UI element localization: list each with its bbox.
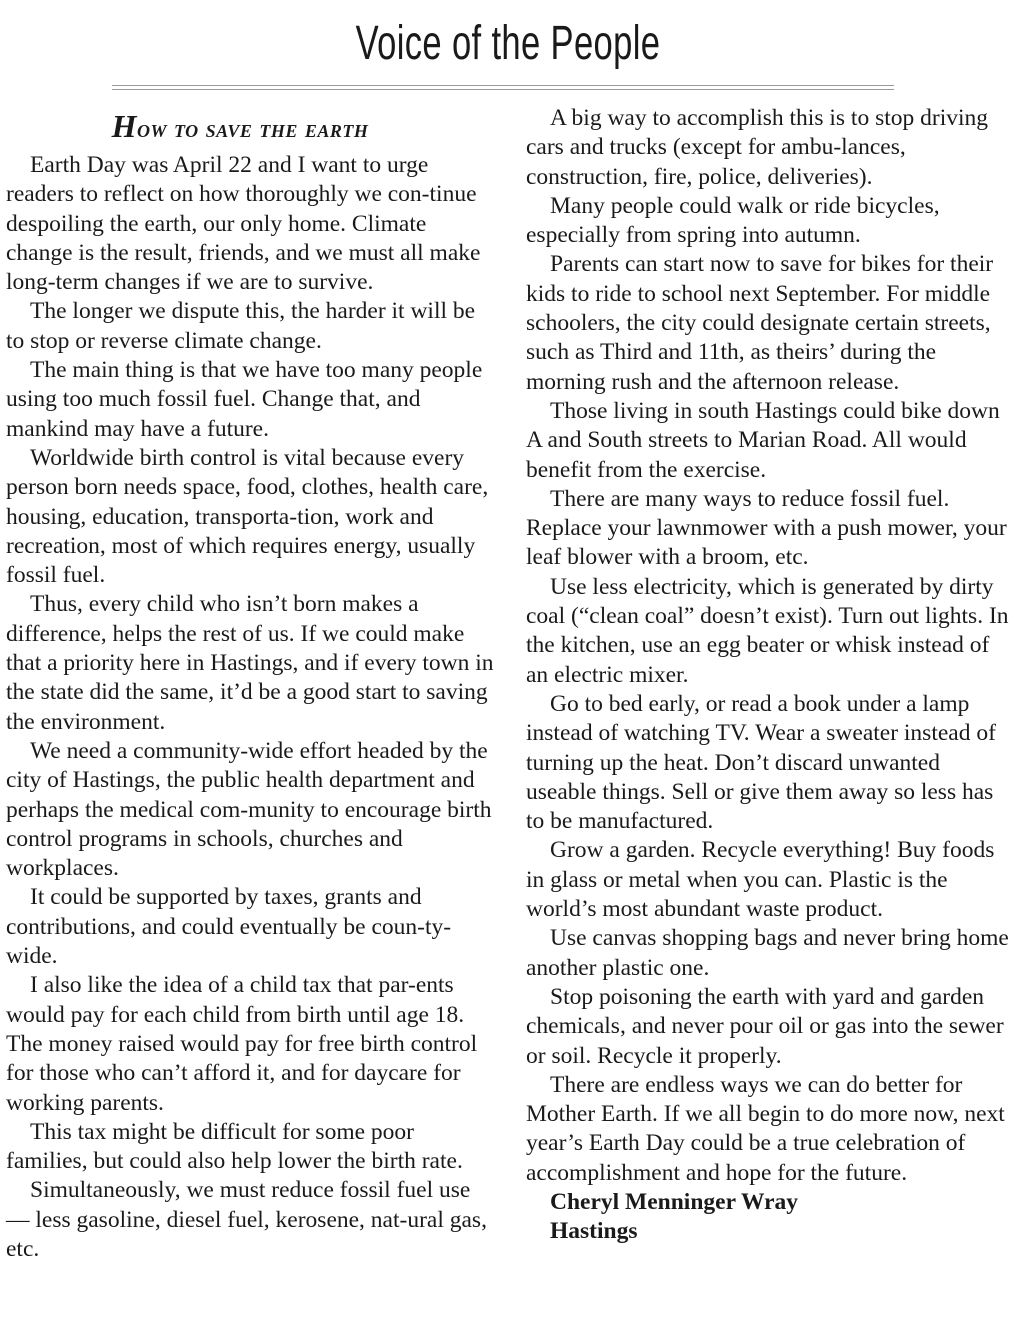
paragraph: A big way to accomplish this is to stop driving cars and trucks (except for ambu-lances, construction, fire, police, deliveries). — [526, 105, 988, 190]
paragraph: It could be supported by taxes, grants and contributions, and could eventually be coun-ty-wide. — [6, 884, 452, 970]
paragraph: The longer we dispute this, the harder it will be to stop or reverse climate change. — [6, 298, 476, 354]
paragraph: Those living in south Hastings could bike down A and South streets to Marian Road. All would benefit from the exercise. — [526, 397, 1000, 483]
paragraph: Worldwide birth control is vital because every person born needs space, food, clothes, health care, housing, education, transporta-tion, work and recreation, most of which requires energy, usually fossil fuel. — [6, 444, 489, 589]
paragraph: Use less electricity, which is generated by dirty coal (“clean coal” doesn’t exist). Turn out lights. In the kitchen, use an egg beater or whisk instead of an electric mixer. — [526, 573, 1009, 688]
paragraph: We need a community-wide effort headed by the city of Hastings, the public health department and perhaps the medical com-munity to encourage birth control programs in schools, churches and workplaces. — [6, 737, 492, 882]
paragraph: There are endless ways we can do better for Mother Earth. If we all begin to do more now, next year’s Earth Day could be a true celebration of accomplishment and hope for the future. — [526, 1071, 1005, 1186]
author-location: Hastings — [550, 1218, 638, 1245]
paragraph: Use canvas shopping bags and never bring home another plastic one. — [526, 925, 1009, 981]
paragraph: Thus, every child who isn’t born makes a difference, helps the rest of us. If we could make that a priority here in Hastings, and if every town in the state did the same, it’d be a good start to saving the environment. — [6, 591, 494, 735]
paragraph: Simultaneously, we must reduce fossil fuel use — less gasoline, diesel fuel, kerosene, nat-ural gas, etc. — [6, 1177, 487, 1262]
letter-column-left — [6, 104, 496, 1264]
paragraph: There are many ways to reduce fossil fuel. Replace your lawnmower with a push mower, your leaf blower with a broom, etc. — [526, 485, 1007, 571]
headline-initial: H — [111, 108, 137, 144]
paragraph: Stop poisoning the earth with yard and garden chemicals, and never pour oil or gas into the sewer or soil. Recycle it properly. — [526, 983, 1004, 1069]
letter-headline — [6, 104, 496, 151]
letter-column-right — [526, 104, 1014, 1247]
masthead-title: Voice of the People — [355, 17, 661, 70]
masthead-rule-bottom — [112, 89, 894, 90]
author-name: Cheryl Menninger Wray — [550, 1188, 799, 1215]
paragraph: Earth Day was April 22 and I want to urge readers to reflect on how thoroughly we con-tinue despoiling the earth, our only home. Climate change is the result, friends, and we must all make long-term changes if we are to survive. — [6, 152, 481, 296]
paragraph: Many people could walk or ride bicycles, especially from spring into autumn. — [526, 192, 940, 249]
masthead-rule-top — [112, 85, 894, 86]
paragraph: Parents can start now to save for bikes for their kids to ride to school next September. For middle schoolers, the city could designate certain streets, such as Third and 11th, as theirs’ during the morning rush and the afternoon release. — [526, 251, 994, 395]
paragraph: This tax might be difficult for some poor families, but could also help lower the birth rate. — [6, 1118, 463, 1175]
paragraph: Grow a garden. Recycle everything! Buy foods in glass or metal when you can. Plastic is the world’s most abundant waste product. — [526, 837, 995, 923]
headline-rest: ow to save the earth — [137, 114, 369, 143]
paragraph: Go to bed early, or read a book under a lamp instead of watching TV. Wear a sweater instead of turning up the heat. Don’t discard unwanted useable things. Sell or give them away so less has to be manufactured. — [526, 690, 996, 835]
paragraph: I also like the idea of a child tax that par-ents would pay for each child from birth until age 18. The money raised would pay for free birth control for those who can’t afford it, and for daycare for working parents. — [6, 972, 478, 1116]
paragraph: The main thing is that we have too many people using too much fossil fuel. Change that, and mankind may have a future. — [6, 357, 483, 442]
